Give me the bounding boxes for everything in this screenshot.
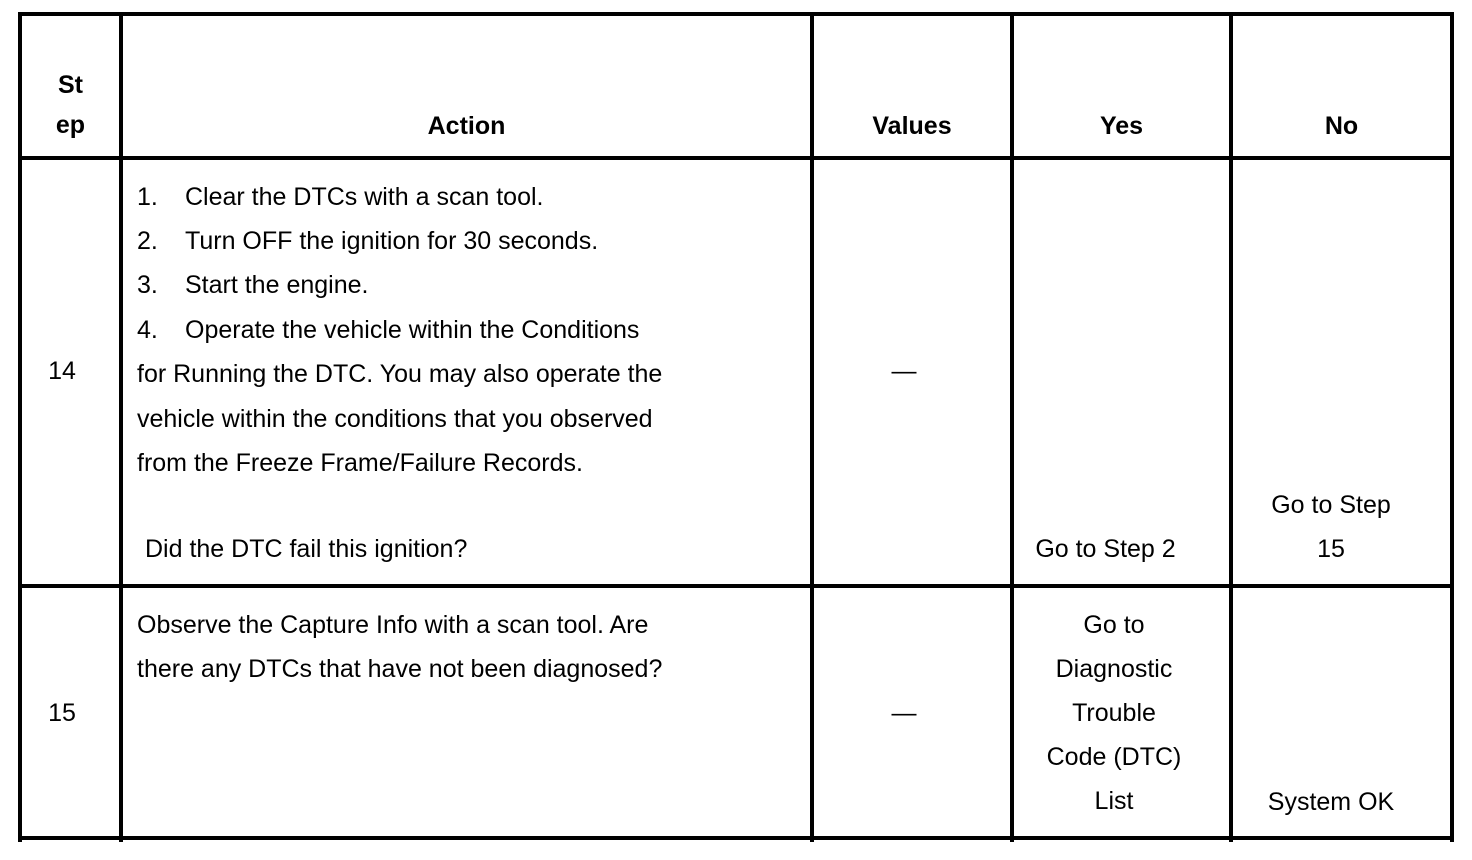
action-question: Did the DTC fail this ignition? [145,535,468,563]
yes-cell-line: List [1094,787,1134,815]
values-cell-14: — [891,357,917,385]
action-step-number: 1. [137,183,158,211]
action-continuation-line: vehicle within the conditions that you observed [137,405,653,433]
yes-cell-line: Trouble [1072,699,1156,727]
yes-cell-14: Go to Step 2 [1035,535,1176,563]
header-values: Values [872,112,952,140]
action-step-number: 2. [137,227,158,255]
header-action: Action [427,112,506,140]
action-step-text: Start the engine. [185,271,369,299]
table-border-top [18,12,1454,16]
yes-cell-line: Diagnostic [1055,655,1173,683]
header-step-line2: ep [55,111,86,139]
action-step-text: Clear the DTCs with a scan tool. [185,183,544,211]
table-border-bottom [18,836,1454,840]
table-border-right [1450,12,1454,842]
diagnostic-table [18,12,1454,840]
header-step [22,65,119,145]
action-continuation-line: for Running the DTC. You may also operate the [137,360,663,388]
action-line: there any DTCs that have not been diagnosed? [137,655,663,683]
action-step-number: 3. [137,271,158,299]
action-line: Observe the Capture Info with a scan tool. Are [137,611,649,639]
action-step-4 [137,308,639,352]
action-step-2 [137,219,598,263]
no-cell-14 [1233,483,1429,571]
row-separator [18,584,1454,588]
header-yes: Yes [1099,112,1144,140]
yes-cell-15 [1014,603,1214,823]
action-step-1 [137,175,543,219]
values-cell-15: — [891,699,917,727]
action-step-3 [137,263,368,307]
step-number-15: 15 [48,699,76,727]
header-step-line1: St [58,71,83,99]
no-cell-line: 15 [1317,535,1345,563]
action-step-text: Operate the vehicle within the Conditions [185,316,640,344]
action-step-text: Turn OFF the ignition for 30 seconds. [185,227,599,255]
action-step-number: 4. [137,316,158,344]
header-no: No [1324,112,1359,140]
step-number-14: 14 [48,357,76,385]
yes-cell-line: Go to [1083,611,1145,639]
yes-cell-line: Code (DTC) [1046,743,1182,771]
no-cell-line: Go to Step [1271,491,1391,519]
action-continuation-line: from the Freeze Frame/Failure Records. [137,449,583,477]
header-separator [18,156,1454,160]
no-cell-15: System OK [1267,788,1395,816]
